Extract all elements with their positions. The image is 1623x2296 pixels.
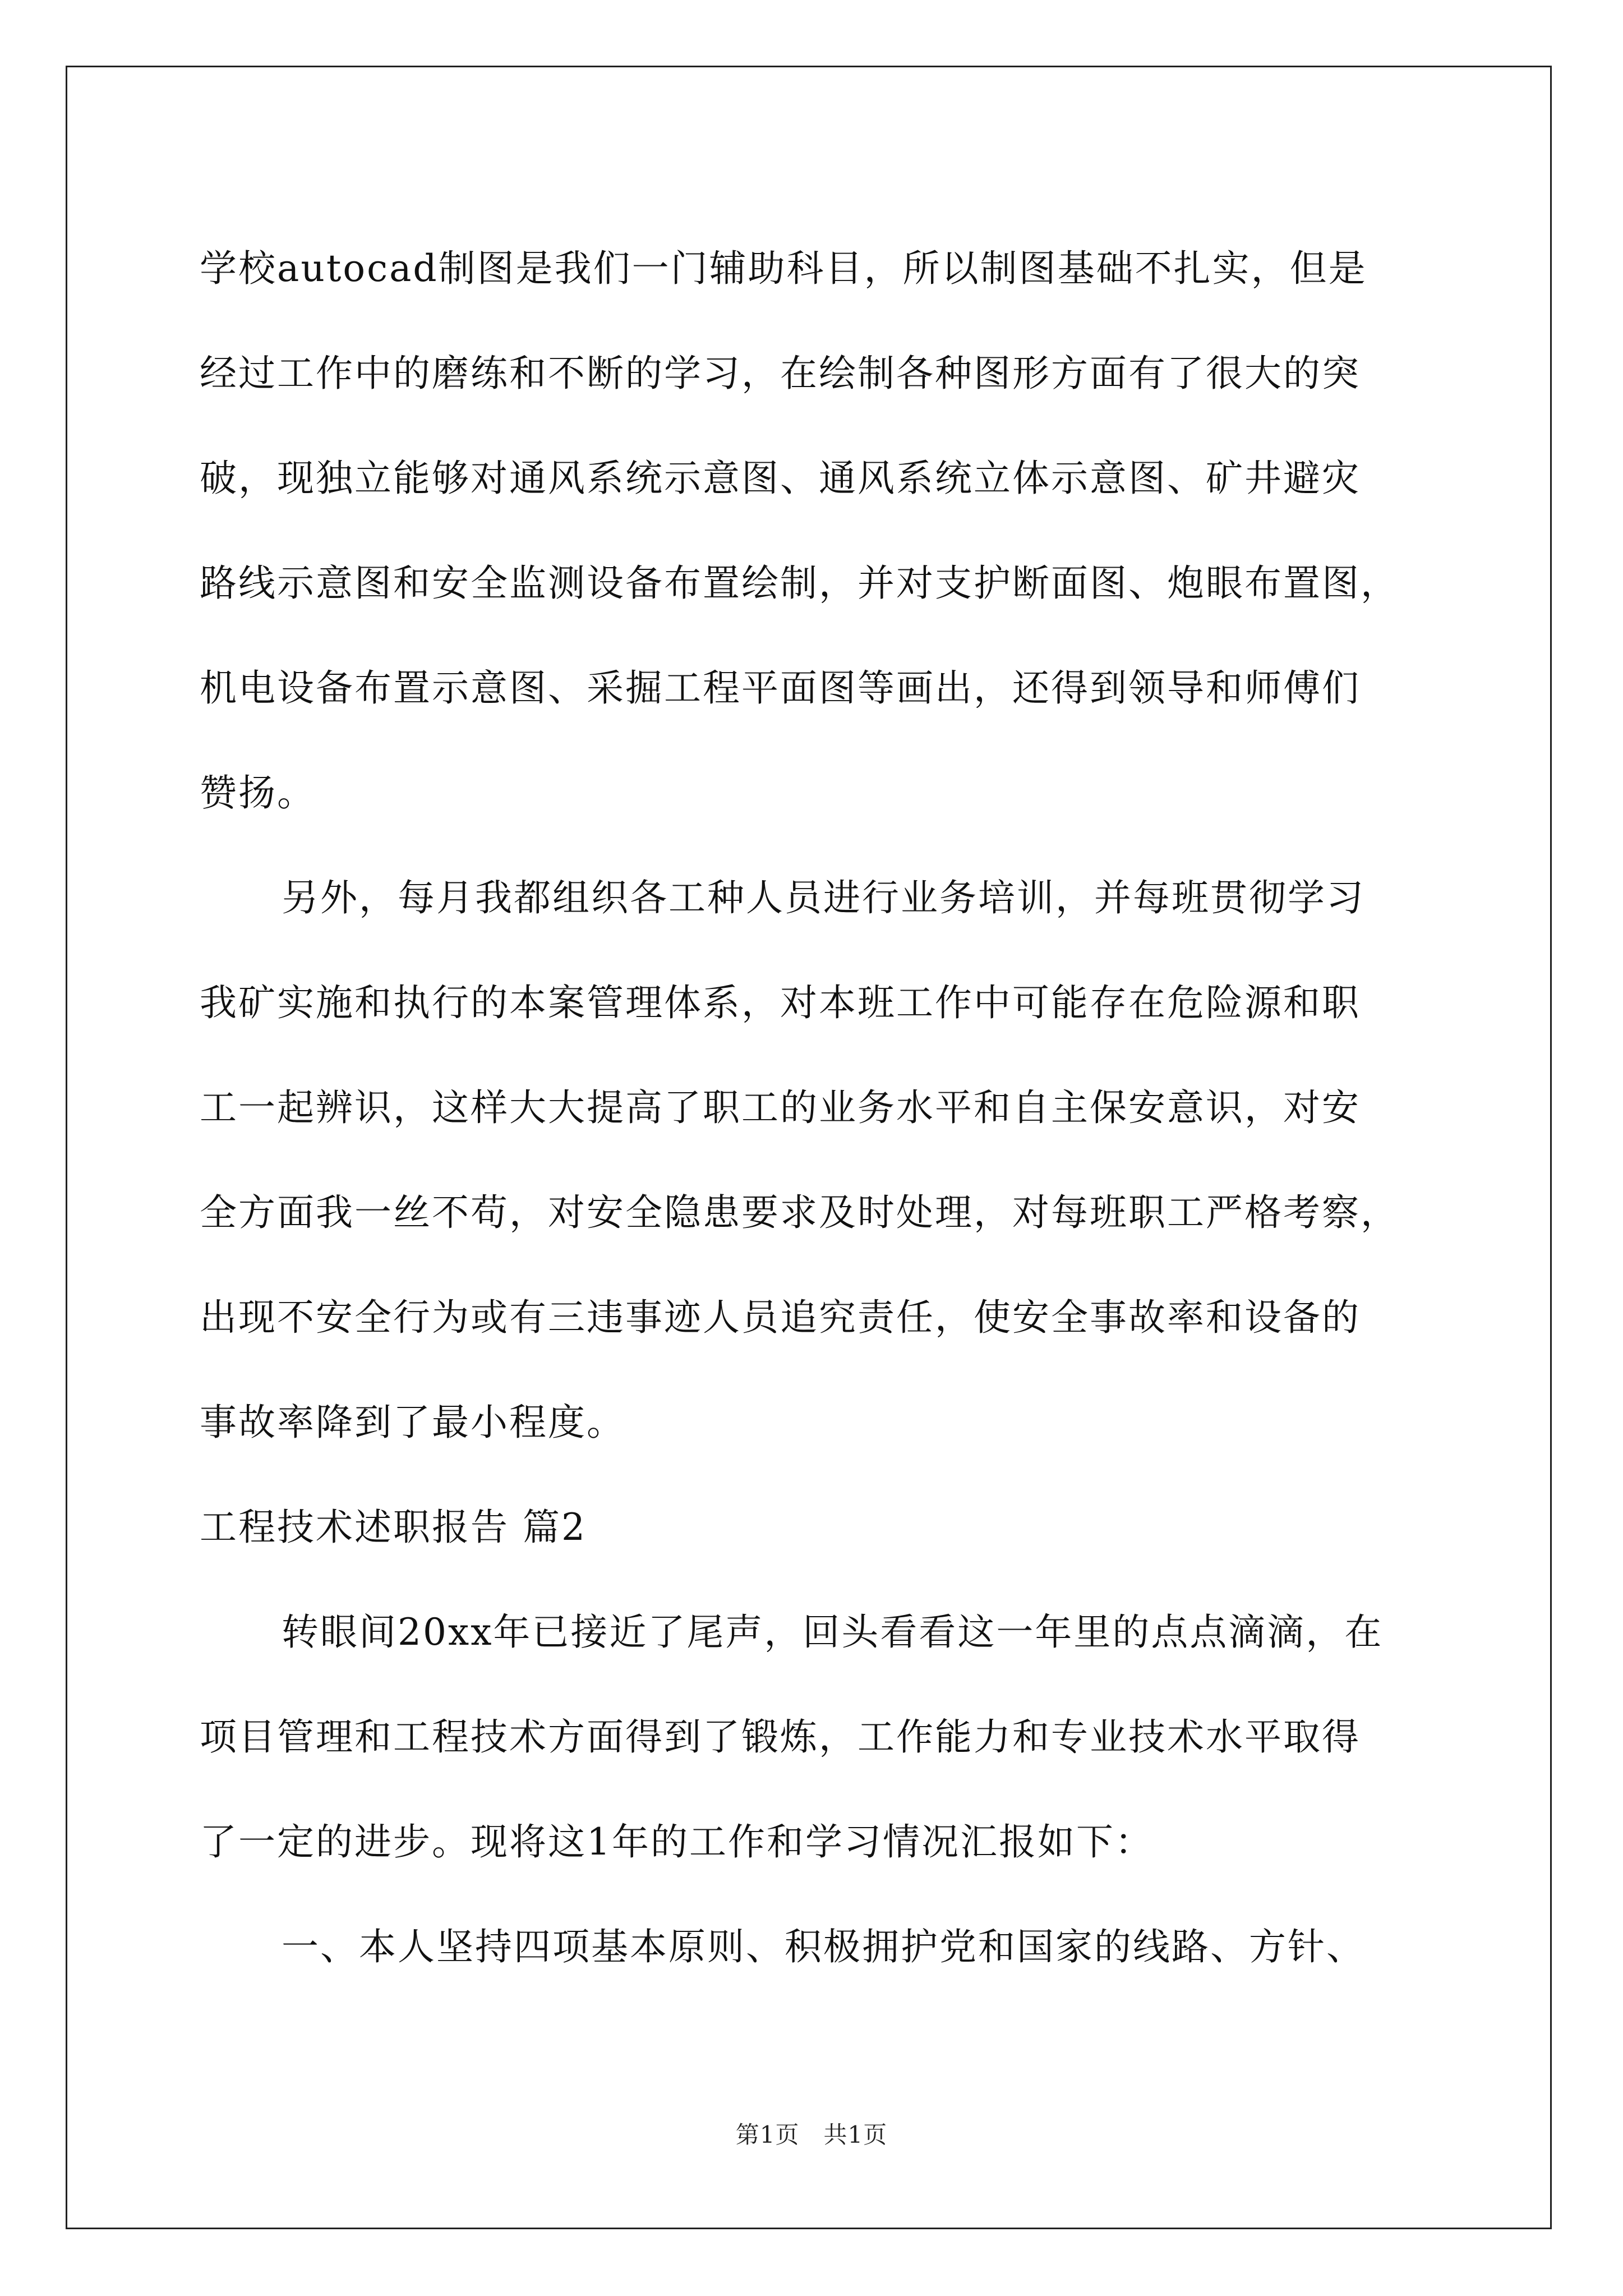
text-line: 我矿实施和执行的本案管理体系，对本班工作中可能存在危险源和职 [200, 981, 1361, 1024]
text-line: 项目管理和工程技术方面得到了锻炼，工作能力和专业技术水平取得 [200, 1715, 1361, 1759]
document-body [200, 216, 1445, 1999]
page-footer: 第1页 共1页 [735, 2121, 888, 2148]
text-line: 了一定的进步。现将这1年的工作和学习情况汇报如下： [200, 1820, 1154, 1864]
text-line: 学校autocad制图是我们一门辅助科目，所以制图基础不扎实，但是 [200, 247, 1367, 290]
section-heading: 工程技术述职报告 篇2 [200, 1506, 587, 1549]
text-line: 出现不安全行为或有三违事迹人员追究责任，使安全事故率和设备的 [200, 1296, 1361, 1339]
text-line: 全方面我一丝不苟，对安全隐患要求及时处理，对每班职工严格考察， [200, 1191, 1399, 1234]
text-line: 一、本人坚持四项基本原则、积极拥护党和国家的线路、方针、 [282, 1925, 1365, 1968]
text-line: 机电设备布置示意图、采掘工程平面图等画出，还得到领导和师傅们 [200, 666, 1361, 710]
text-line: 转眼间20xx年已接近了尾声，回头看看这一年里的点点滴滴，在 [282, 1611, 1384, 1654]
text-line: 另外，每月我都组织各工种人员进行业务培训，并每班贯彻学习 [282, 876, 1365, 919]
text-line: 经过工作中的磨练和不断的学习，在绘制各种图形方面有了很大的突 [200, 352, 1361, 395]
text-line: 破，现独立能够对通风系统示意图、通风系统立体示意图、矿井避灾 [200, 457, 1361, 500]
text-line: 赞扬。 [200, 771, 316, 815]
text-line: 工一起辨识，这样大大提高了职工的业务水平和自主保安意识，对安 [200, 1086, 1361, 1129]
text-line: 事故率降到了最小程度。 [200, 1401, 625, 1444]
text-line: 路线示意图和安全监测设备布置绘制，并对支护断面图、炮眼布置图， [200, 562, 1399, 605]
